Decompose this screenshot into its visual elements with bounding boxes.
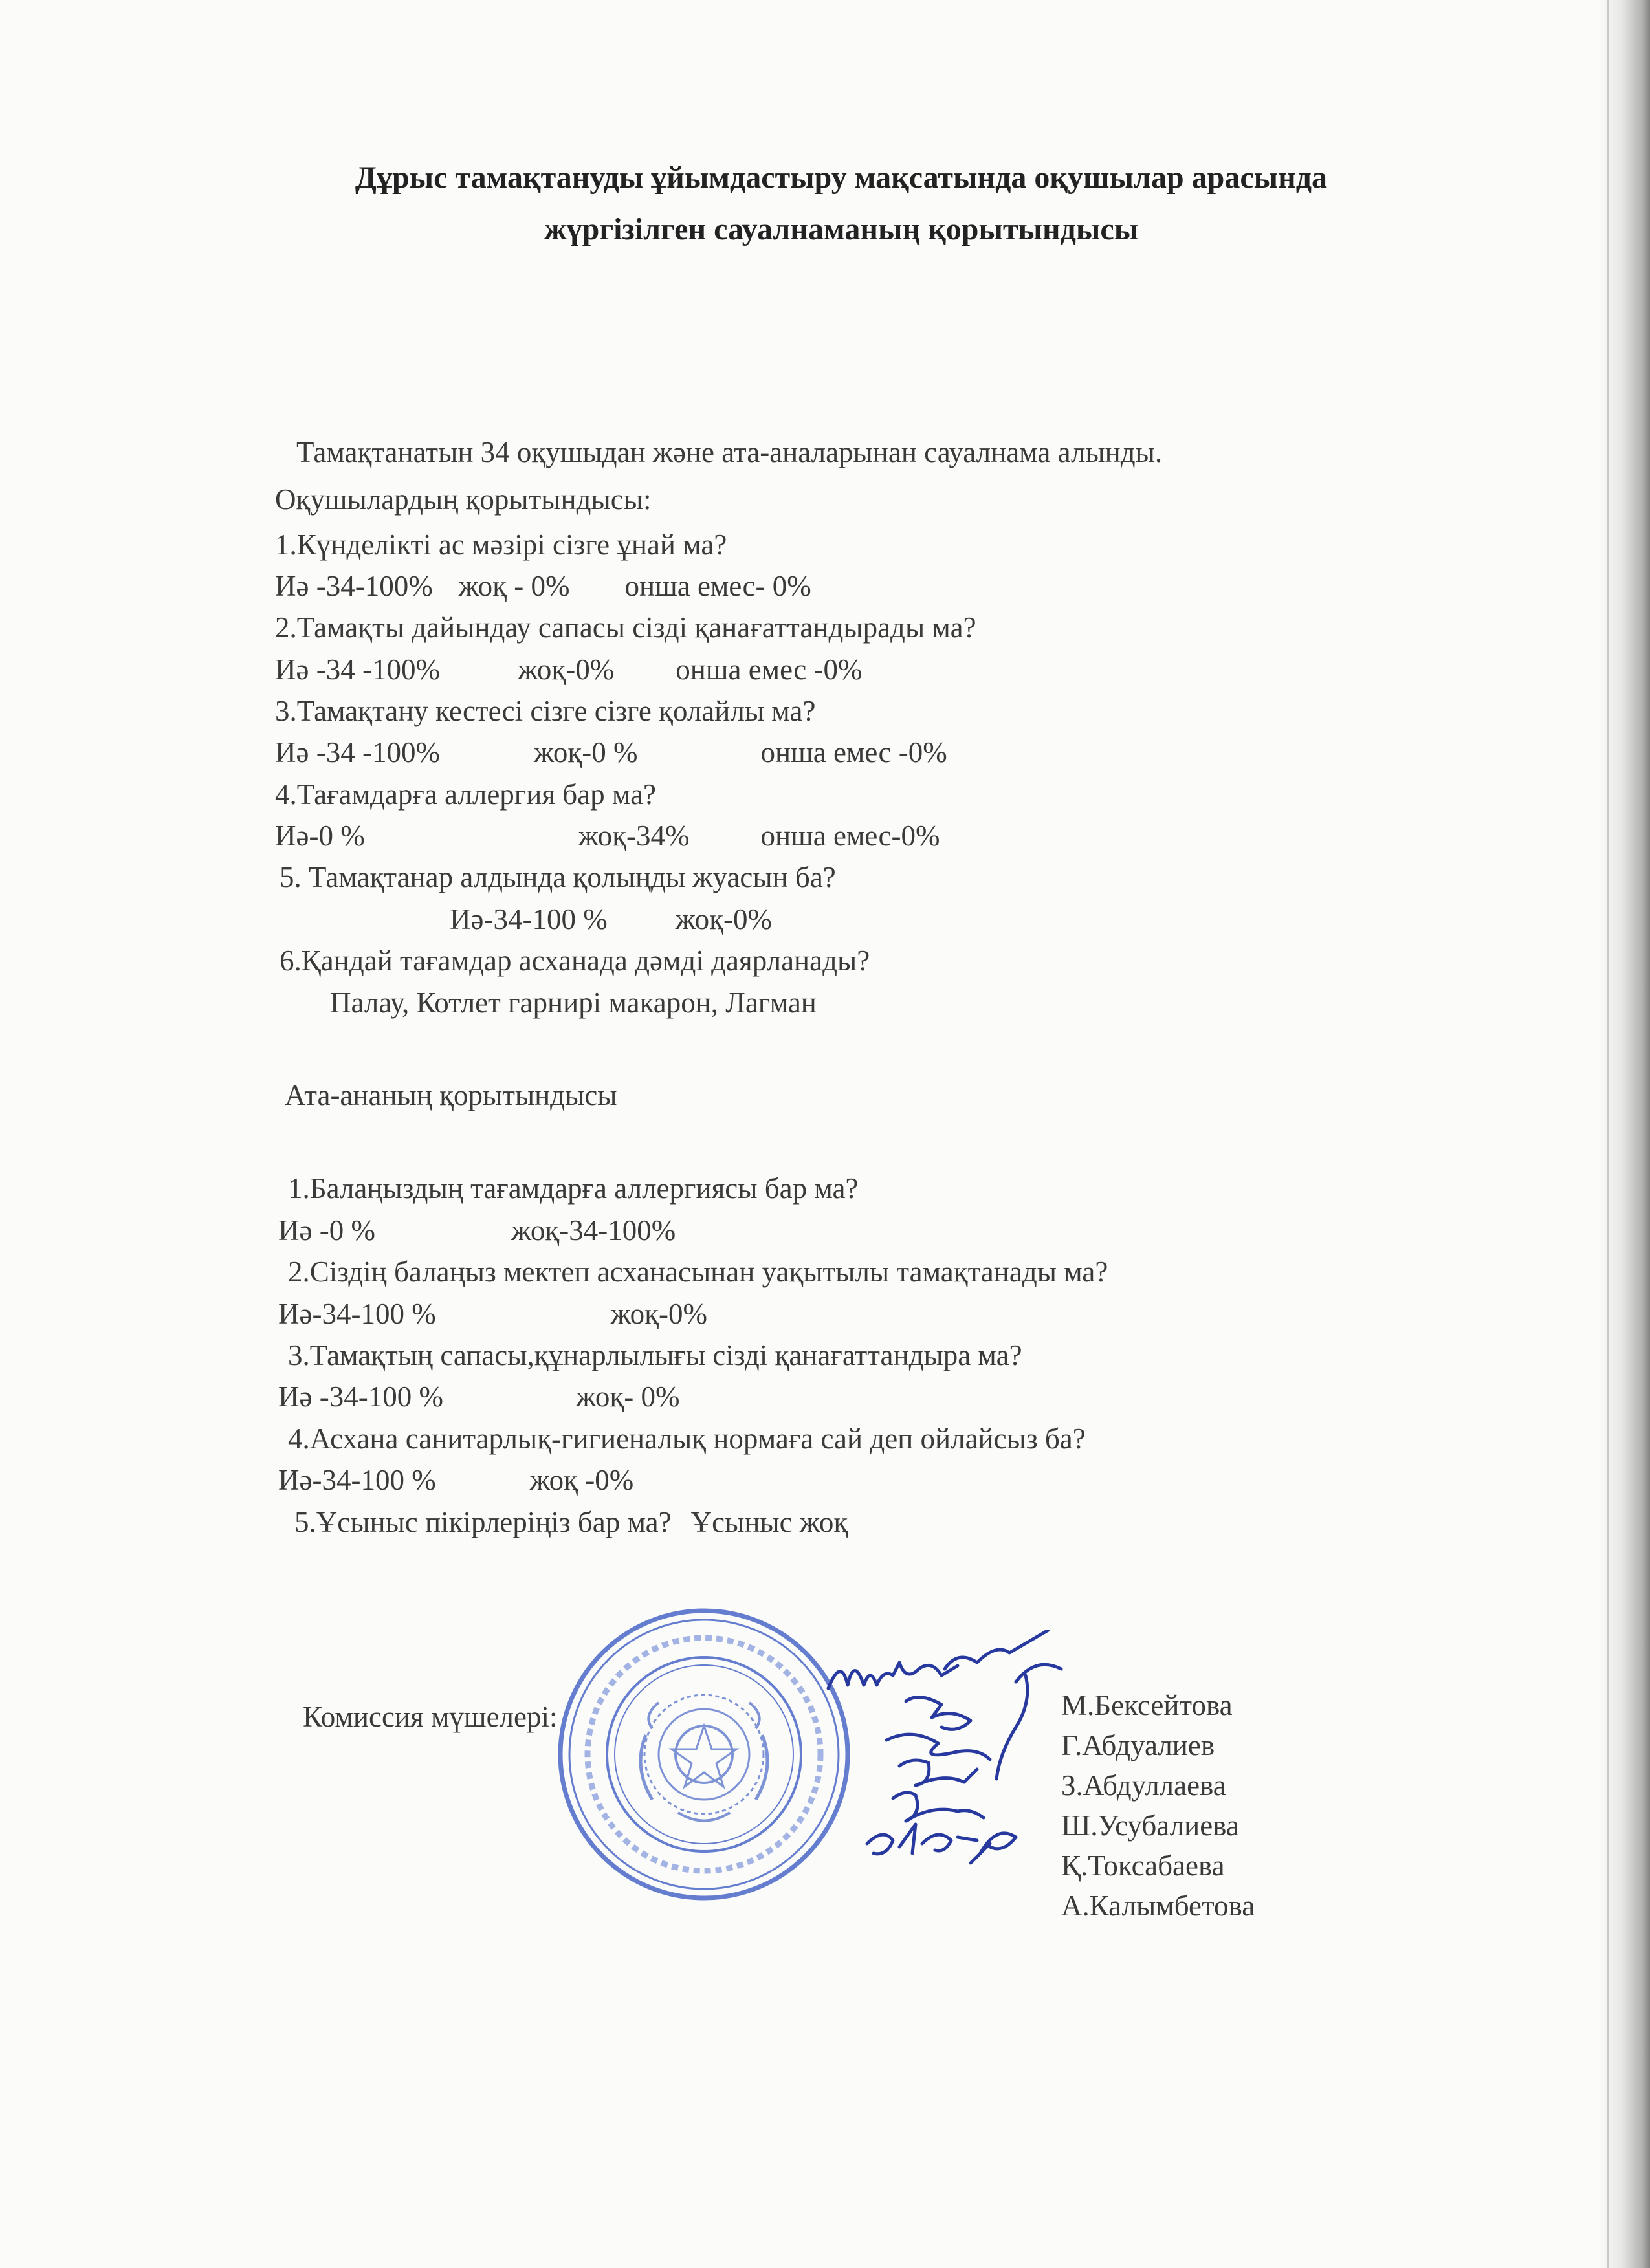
answer-no: жоқ-34-100% (511, 1214, 676, 1247)
answer-not-really: онша емес- 0% (624, 570, 811, 602)
commission-member: А.Калымбетова (1061, 1890, 1255, 1922)
parent-q1-answers (278, 1212, 676, 1249)
student-q5-question: 5. Тамақтанар алдында қолыңды жуасын ба? (280, 861, 836, 893)
answer-no: жоқ-0% (675, 903, 772, 935)
answer-yes: Иә-34-100 % (278, 1298, 436, 1330)
parent-q5-question: 5.Ұсыныс пікірлеріңіз бар ма? (294, 1506, 672, 1538)
student-q3-question: 3.Тамақтану кестесі сізге сізге қолайлы ма? (275, 695, 816, 727)
parent-q4-question: 4.Асхана санитарлық-гигиеналық нормаға сай деп ойлайсыз ба? (288, 1423, 1086, 1455)
parent-q1-question: 1.Балаңыздың тағамдарға аллергиясы бар ма? (288, 1172, 859, 1205)
student-q1-answers (275, 567, 811, 605)
commission-member: З.Абдуллаева (1061, 1769, 1226, 1802)
student-q1-question: 1.Күнделікті ас мәзірі сізге ұнай ма? (275, 529, 727, 561)
answer-no: жоқ-0% (610, 1298, 707, 1330)
commission-members-list (1061, 1685, 1255, 1926)
student-q4-question: 4.Тағамдарға аллергия бар ма? (275, 778, 657, 811)
answer-no: жоқ-0% (517, 653, 615, 686)
student-q3-answers (275, 734, 947, 771)
parent-q5-answer: Ұсыныс жоқ (690, 1506, 848, 1538)
parent-q4-answers (278, 1461, 633, 1499)
answer-yes: Иә-34-100 % (450, 903, 608, 935)
student-q4-answers (275, 817, 940, 855)
handwritten-signatures (802, 1630, 1087, 1908)
commission-member: Г.Абдуалиев (1061, 1729, 1215, 1761)
answer-no: жоқ-34% (578, 820, 690, 852)
answer-yes: Иә-0 % (275, 820, 365, 852)
answer-yes: Иә -34 -100% (275, 653, 440, 686)
parent-q2-answers (278, 1295, 707, 1333)
student-q6-answer: Палау, Котлет гарнирі макарон, Лагман (330, 987, 817, 1019)
student-q5-answers (450, 900, 772, 938)
answer-not-really: онша емес -0% (760, 736, 947, 769)
student-q2-answers (275, 651, 862, 688)
answer-yes: Иә -34-100 % (278, 1380, 443, 1413)
commission-member: Қ.Токсабаева (1061, 1849, 1225, 1882)
document-title (194, 152, 1488, 256)
scan-edge-shadow (1598, 0, 1650, 2268)
student-q6-question: 6.Қандай тағамдар асханада дәмді даярланады? (280, 944, 870, 977)
commission-label: Комиссия мүшелері: (303, 1701, 558, 1733)
parents-heading: Ата-ананың қорытындысы (285, 1079, 617, 1111)
student-q2-question: 2.Тамақты дайындау сапасы сізді қанағаттандырады ма? (275, 611, 976, 644)
parent-q5-line (294, 1503, 848, 1541)
answer-no: жоқ-0 % (533, 736, 638, 769)
intro-text: Тамақтанатын 34 оқушыдан және ата-аналарынан сауалнама алынды. (296, 436, 1163, 468)
parent-q3-answers (278, 1378, 680, 1415)
title-line-1: Дұрыс тамақтануды ұйымдастыру мақсатында оқушылар арасында (355, 160, 1328, 195)
answer-not-really: онша емес -0% (676, 653, 863, 686)
answer-no: жоқ- 0% (575, 1380, 680, 1413)
commission-member: М.Бексейтова (1061, 1689, 1233, 1721)
title-line-2: жүргізілген сауалнаманың қорытындысы (544, 212, 1139, 246)
parent-q3-question: 3.Тамақтың сапасы,құнарлылығы сізді қанағаттандыра ма? (288, 1339, 1022, 1371)
answer-yes: Иә -34-100% (275, 570, 433, 602)
answer-yes: Иә-34-100 % (278, 1464, 436, 1496)
answer-no: жоқ -0% (529, 1464, 634, 1496)
commission-member: Ш.Усубалиева (1061, 1809, 1239, 1842)
parent-q2-question: 2.Сіздің балаңыз мектеп асханасынан уақытылы тамақтанады ма? (288, 1256, 1108, 1288)
scan-edge-line (1607, 0, 1609, 2268)
answer-yes: Иә -34 -100% (275, 736, 440, 769)
answer-not-really: онша емес-0% (760, 820, 940, 852)
answer-yes: Иә -0 % (278, 1214, 375, 1247)
students-heading: Оқушылардың қорытындысы: (275, 483, 652, 516)
answer-no: жоқ - 0% (458, 570, 570, 602)
